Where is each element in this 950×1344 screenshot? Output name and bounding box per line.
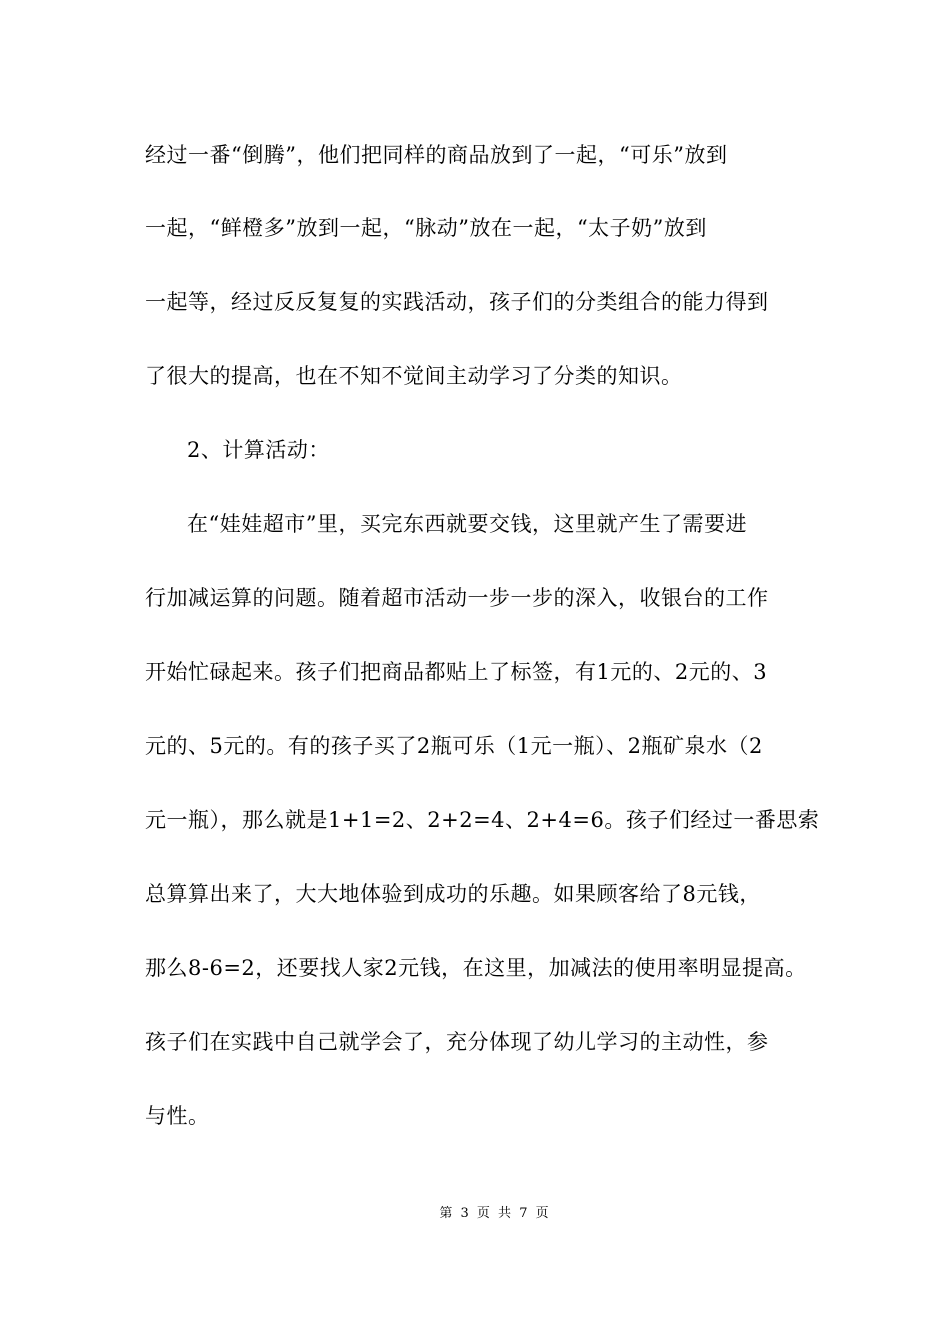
paragraph-line: 了很大的提高，也在不知不觉间主动学习了分类的知识。 [145, 364, 683, 388]
paragraph-line: 一起等，经过反反复复的实践活动，孩子们的分类组合的能力得到 [145, 290, 769, 314]
paragraph-line: 总算算出来了，大大地体验到成功的乐趣。如果顾客给了8元钱， [145, 882, 761, 906]
paragraph-line: 元一瓶），那么就是1+1=2、2+2=4、2+4=6。孩子们经过一番思索 [145, 808, 820, 832]
paragraph-line: 经过一番“倒腾”，他们把同样的商品放到了一起，“可乐”放到 [145, 143, 728, 167]
section-heading: 2、计算活动： [187, 438, 330, 462]
paragraph-line: 行加减运算的问题。随着超市活动一步一步的深入，收银台的工作 [145, 586, 769, 610]
paragraph-line: 元的、5元的。有的孩子买了2瓶可乐（1元一瓶）、2瓶矿泉水（2 [145, 734, 763, 758]
paragraph-line: 开始忙碌起来。孩子们把商品都贴上了标签，有1元的、2元的、3 [145, 660, 768, 684]
paragraph-line: 在“娃娃超市”里，买完东西就要交钱，这里就产生了需要进 [187, 512, 747, 536]
paragraph-line: 孩子们在实践中自己就学会了，充分体现了幼儿学习的主动性，参 [145, 1030, 769, 1054]
paragraph-line: 一起，“鲜橙多”放到一起，“脉动”放在一起，“太子奶”放到 [145, 216, 707, 240]
page-number-footer: 第 3 页 共 7 页 [439, 1206, 551, 1221]
paragraph-line: 那么8-6=2，还要找人家2元钱，在这里，加减法的使用率明显提高。 [145, 956, 807, 980]
paragraph-line: 与性。 [145, 1104, 210, 1128]
